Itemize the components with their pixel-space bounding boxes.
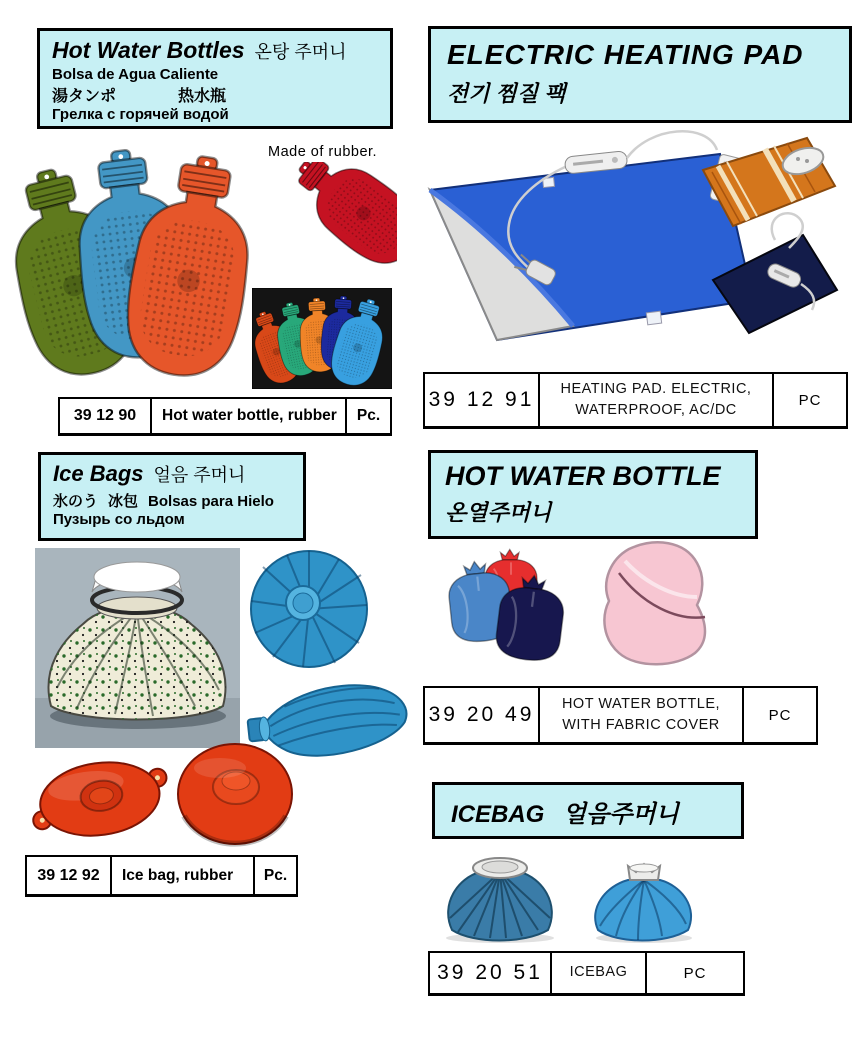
- product-description: Ice bag, rubber: [110, 857, 253, 894]
- title-spanish: Bolsas para Hielo: [148, 493, 274, 510]
- product-row-391291: [423, 372, 848, 429]
- title-electric-heating-pad: ELECTRIC HEATING PAD: [447, 39, 804, 70]
- product-unit: Pc.: [345, 399, 392, 433]
- product-code: 39 20 51: [428, 953, 550, 993]
- header-title-line: [53, 461, 293, 487]
- product-row-391290: [58, 397, 392, 436]
- product-unit: PC: [742, 688, 818, 742]
- pink-fabric-cover-image: [585, 533, 725, 673]
- title-japanese: 氷のう: [53, 493, 99, 510]
- header-title-line: [52, 37, 380, 64]
- title-hot-water-bottle: HOT WATER BOTTLE: [445, 461, 721, 491]
- title-multilang-line: [53, 490, 293, 511]
- section-header-electric-heating-pad: [428, 26, 852, 123]
- product-description: [538, 374, 772, 426]
- hot-water-bottles-trio-image: [12, 132, 265, 392]
- title-hot-water-bottles: Hot Water Bottles: [52, 37, 245, 63]
- section-header-hot-water-bottle-fabric: [428, 450, 758, 539]
- product-unit: PC: [645, 953, 745, 993]
- product-code: 39 12 90: [58, 399, 150, 433]
- pleated-ice-bags-image: [438, 852, 708, 944]
- product-code: 39 20 49: [423, 688, 538, 742]
- product-description: ICEBAG: [550, 953, 645, 993]
- title-japanese: 湯タンポ: [52, 88, 117, 105]
- product-description: Hot water bottle, rubber: [150, 399, 345, 433]
- title-chinese: 冰包: [108, 493, 139, 510]
- red-hot-water-bottle-image: [252, 162, 397, 290]
- title-korean: 얼음주머니: [562, 801, 679, 828]
- title-korean: 얼음 주머니: [153, 465, 246, 485]
- description-line-2: WATERPROOF, AC/DC: [575, 402, 737, 418]
- made-of-rubber-note: Made of rubber.: [268, 144, 378, 160]
- product-row-391292: [25, 855, 298, 897]
- product-row-392049: [423, 686, 818, 745]
- section-header-ice-bags: [38, 452, 306, 541]
- product-description: [538, 688, 742, 742]
- title-spanish: Bolsa de Agua Caliente: [52, 66, 219, 83]
- title-korean: 온탕 주머니: [254, 42, 347, 62]
- title-korean: 전기 찜질 팩: [447, 81, 566, 106]
- product-row-392051: [428, 951, 745, 996]
- title-cjk-line: [52, 83, 380, 106]
- title-ice-bags: Ice Bags: [53, 461, 144, 486]
- round-ice-bag-image: [243, 545, 383, 680]
- title-russian: Пузырь со льдом: [53, 511, 185, 528]
- description-line-2: WITH FABRIC COVER: [562, 717, 720, 733]
- description-line-1: HEATING PAD. ELECTRIC,: [560, 380, 752, 397]
- section-header-hot-water-bottles: [37, 28, 393, 129]
- title-icebag: ICEBAG: [451, 801, 545, 828]
- product-code: 39 12 92: [25, 857, 110, 894]
- section-header-icebag: [432, 782, 744, 839]
- red-disc-ice-bag-image: [170, 740, 305, 848]
- fabric-cover-bottles-image: [440, 548, 590, 666]
- description-line-1: HOT WATER BOTTLE,: [561, 695, 721, 712]
- title-russian: Грелка с горячей водой: [52, 106, 229, 123]
- red-oval-ice-bag-image: [30, 752, 170, 847]
- product-unit: Pc.: [253, 857, 298, 894]
- title-korean: 온열주머니: [445, 500, 552, 525]
- title-chinese: 热水瓶: [178, 88, 227, 105]
- product-unit: PC: [772, 374, 848, 426]
- hot-water-bottles-group-photo: [252, 288, 392, 389]
- heating-pads-image: [415, 128, 860, 366]
- floral-ice-bag-photo: [35, 548, 240, 748]
- product-code: 39 12 91: [423, 374, 538, 426]
